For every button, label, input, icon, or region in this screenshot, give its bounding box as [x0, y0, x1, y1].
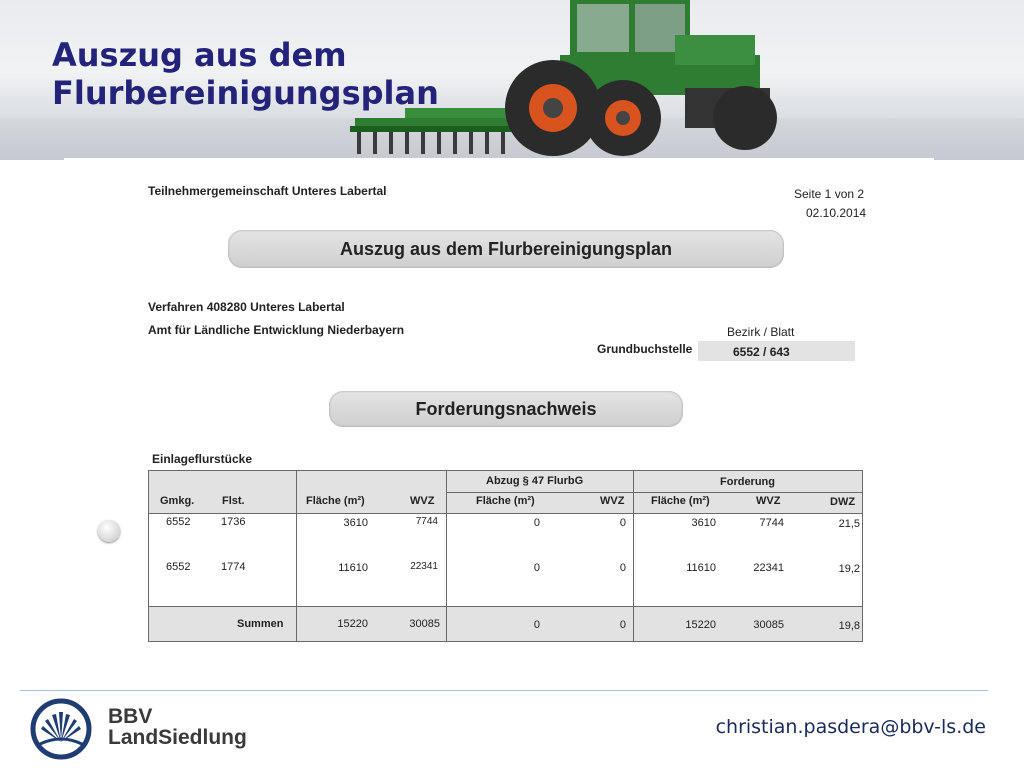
sum-dwz: 19,8	[838, 620, 860, 632]
contact-email[interactable]: christian.pasdera@bbv-ls.de	[715, 716, 986, 738]
col-header-abzug-wvz: WVZ	[600, 495, 625, 507]
slide-nav-circle-button[interactable]	[98, 520, 120, 542]
row1-abzug-wvz: 0	[619, 517, 626, 529]
col-header-wvz: WVZ	[410, 495, 435, 507]
sum-forderung-flaeche: 15220	[685, 619, 716, 631]
organization-name: Teilnehmergemeinschaft Unteres Labertal	[148, 184, 387, 198]
row2-flst: 1774	[221, 561, 246, 573]
row1-forderung-wvz: 7744	[759, 517, 784, 529]
row2-gmkg: 6552	[166, 561, 191, 573]
page-info: Seite 1 von 2	[794, 187, 865, 201]
bbv-landsiedlung-logo-icon	[30, 698, 92, 760]
document-date: 02.10.2014	[806, 206, 867, 220]
sum-flaeche: 15220	[337, 618, 368, 630]
row2-flaeche: 11610	[338, 562, 368, 574]
sum-forderung-wvz: 30085	[753, 619, 784, 631]
col-header-forderung-flaeche: Fläche (m²)	[651, 495, 710, 507]
col-header-forderung-wvz: WVZ	[756, 495, 781, 507]
group-header-forderung: Forderung	[720, 476, 775, 488]
row2-abzug-flaeche: 0	[533, 562, 540, 574]
brand-line1: BBV	[108, 705, 153, 728]
header-banner	[0, 0, 1024, 160]
forderung-table	[148, 470, 863, 642]
brand-line2: LandSiedlung	[108, 726, 247, 749]
brand-name	[108, 706, 247, 748]
sum-abzug-wvz: 0	[619, 619, 626, 631]
footer-divider	[20, 690, 988, 691]
procedure-label: Verfahren 408280 Unteres Labertal	[148, 300, 345, 314]
row1-dwz: 21,5	[838, 518, 860, 530]
row1-gmkg: 6552	[166, 516, 191, 528]
group-header-abzug: Abzug § 47 FlurbG	[486, 475, 584, 487]
sum-wvz: 30085	[409, 618, 440, 630]
row2-forderung-wvz: 22341	[753, 562, 784, 574]
table-caption: Einlageflurstücke	[152, 452, 253, 466]
bezirk-blatt-label: Bezirk / Blatt	[727, 325, 795, 339]
sum-abzug-flaeche: 0	[533, 619, 540, 631]
col-header-gmkg: Gmkg.	[160, 495, 195, 507]
document-heading: Auszug aus dem Flurbereinigungsplan	[228, 230, 784, 268]
row2-abzug-wvz: 0	[619, 562, 626, 574]
row1-wvz: 7744	[415, 516, 438, 527]
grundbuchstelle-label: Grundbuchstelle	[597, 342, 693, 356]
row1-abzug-flaeche: 0	[533, 517, 540, 529]
col-header-flaeche: Fläche (m²)	[306, 495, 365, 507]
row2-dwz: 19,2	[838, 563, 860, 575]
col-header-flst: Flst.	[222, 495, 245, 507]
col-header-dwz: DWZ	[830, 496, 856, 508]
section-heading: Forderungsnachweis	[329, 391, 683, 427]
row2-forderung-flaeche: 11610	[686, 562, 716, 574]
office-label: Amt für Ländliche Entwicklung Niederbayern	[148, 323, 405, 337]
slide-title	[52, 36, 439, 112]
slide-title-line1: Auszug aus dem	[52, 36, 347, 74]
slide-title-line2: Flurbereinigungsplan	[52, 74, 439, 112]
row2-wvz: 22341	[410, 561, 438, 572]
row1-forderung-flaeche: 3610	[691, 517, 716, 529]
row1-flst: 1736	[221, 516, 246, 528]
col-header-abzug-flaeche: Fläche (m²)	[476, 495, 535, 507]
sum-label: Summen	[237, 618, 284, 630]
row1-flaeche: 3610	[343, 517, 368, 529]
grundbuchstelle-value: 6552 / 643	[733, 345, 790, 359]
